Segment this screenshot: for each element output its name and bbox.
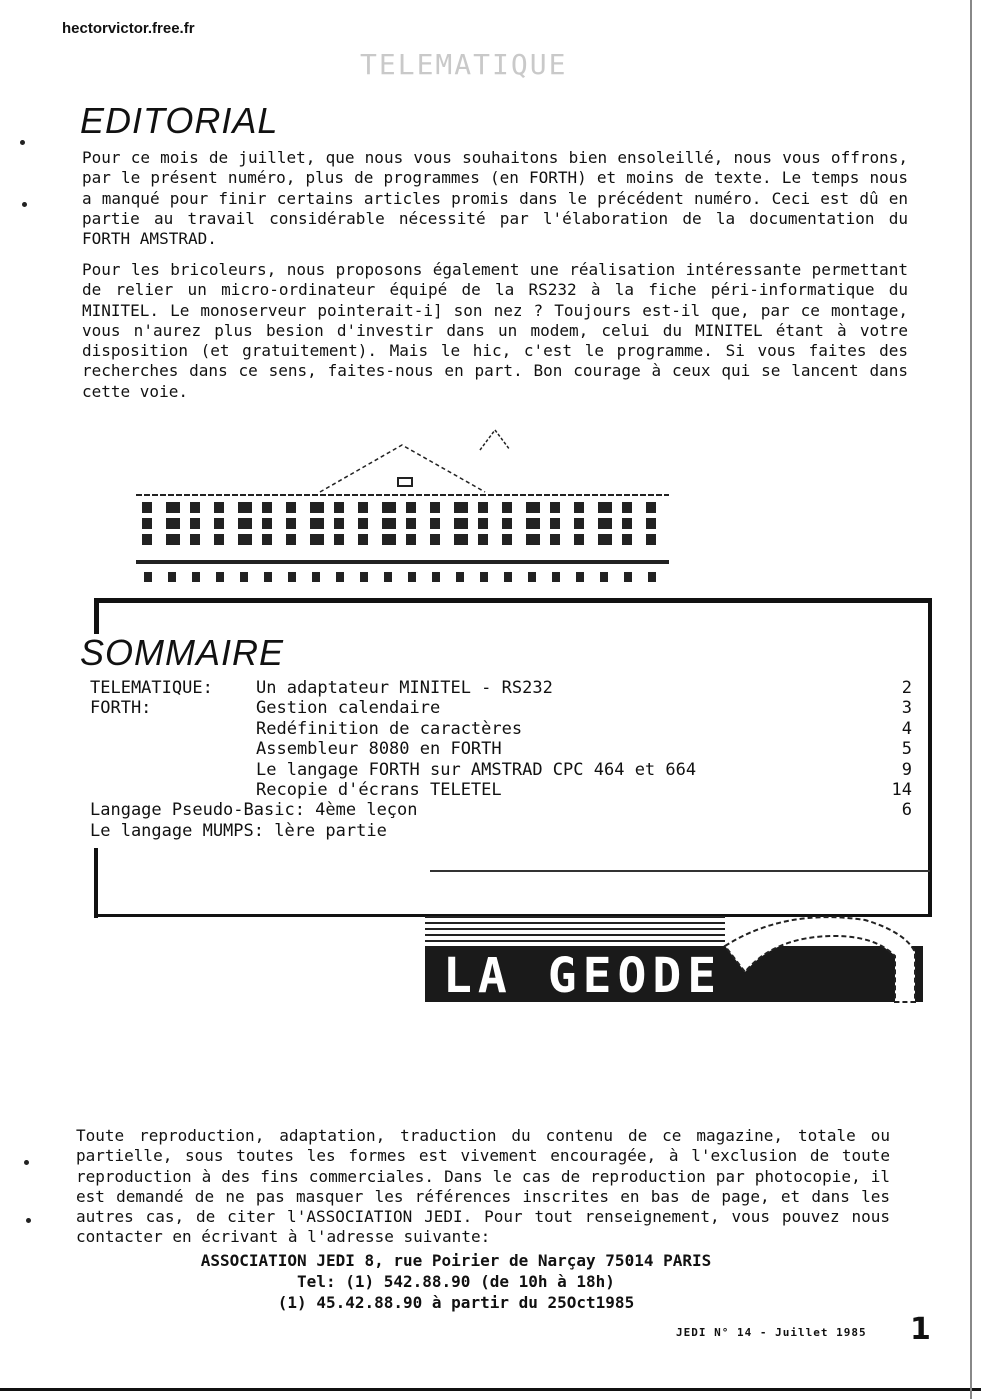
la-geode-logo xyxy=(425,912,923,1004)
geode-text: LA GEODE xyxy=(443,948,723,1004)
page-edge xyxy=(970,0,972,1399)
toc-page: 6 xyxy=(901,800,912,821)
site-url: hectorvictor.free.fr xyxy=(62,20,195,37)
bottom-rule xyxy=(0,1388,981,1391)
frame-border-top xyxy=(94,598,930,603)
divider-line xyxy=(430,870,930,872)
toc-section xyxy=(90,760,256,780)
toc-row xyxy=(90,739,912,759)
address-block xyxy=(76,1250,836,1313)
editorial-paragraph-2: Pour les bricoleurs, nous proposons également une réalisation intéressante permettant de relier un micro-ordinateur équipé de la RS232 à la fiche péri-informatique du MINITEL. Le monoserveur pointerait-i] son nez ? Toujours est-il que, par ce montage, vous n'aurez plus besion d'investir dans un modem, celui du MINITEL étant à votre disposition (et gratuitement). Mais le hic, c'est le programme. Si vous faites des recherches dans ce sens, faites-nous en part. Bon courage à ceux qui se lancent dans cette voie. xyxy=(82,260,908,401)
table-of-contents xyxy=(90,678,912,841)
toc-page xyxy=(872,821,912,841)
toc-section: TELEMATIQUE: xyxy=(90,678,213,698)
toc-title: Le langage MUMPS: lère partie xyxy=(90,820,387,841)
frame-border-right xyxy=(928,598,932,916)
scan-speck xyxy=(20,140,25,145)
toc-title: Langage Pseudo-Basic: 4ème leçon xyxy=(90,800,418,821)
toc-row xyxy=(90,780,912,800)
toc-section xyxy=(90,780,256,800)
scan-speck xyxy=(24,1160,29,1165)
toc-page: 2 xyxy=(901,678,912,698)
address-line: ASSOCIATION JEDI 8, rue Poirier de Narçay 75014 PARIS xyxy=(200,1251,712,1270)
toc-page: 5 xyxy=(901,739,912,760)
page-number: 1 xyxy=(910,1312,931,1347)
faded-header-text: TELEMATIQUE xyxy=(360,48,568,81)
toc-title: Redéfinition de caractères xyxy=(256,718,523,739)
frame-border-left-lower xyxy=(94,848,98,918)
frame-border-left xyxy=(94,598,99,634)
toc-page: 14 xyxy=(891,779,912,800)
toc-title: Recopie d'écrans TELETEL xyxy=(256,779,502,800)
copyright-notice: Toute reproduction, adaptation, traduction du contenu de ce magazine, totale ou partielle, sous toutes les formes est vivement encouragée, à l'exclusion de toute reproduction à des fins commerciales. Dans le cas de reproduction par photocopie, il est demandé de ne pas masquer les références inscrites en bas de page, et dans les autres cas, de citer l'ASSOCIATION JEDI. Pour tout renseignement, vous pouvez nous contacter en écrivant à l'adresse suivante: xyxy=(76,1126,890,1247)
toc-title: Un adaptateur MINITEL - RS232 xyxy=(256,678,553,698)
building-illustration xyxy=(130,420,675,610)
toc-row xyxy=(90,760,912,780)
sommaire-title: SOMMAIRE xyxy=(80,632,285,673)
toc-page: 3 xyxy=(901,698,912,719)
toc-row xyxy=(90,821,912,841)
toc-page: 4 xyxy=(901,718,912,739)
phone-line-new: (1) 45.42.88.90 à partir du 25Oct1985 xyxy=(277,1293,635,1312)
scan-speck xyxy=(22,202,27,207)
toc-section xyxy=(90,719,256,739)
toc-title: Assembleur 8080 en FORTH xyxy=(256,739,502,760)
toc-page: 9 xyxy=(901,759,912,780)
toc-row xyxy=(90,719,912,739)
editorial-paragraph-1: Pour ce mois de juillet, que nous vous souhaitons bien ensoleillé, nous vous offrons, par le présent numéro, plus de programmes (en FORTH) et moins de texte. Le temps nous a manqué pour finir certains articles promis dans le précédent numéro. Ceci est dû en partie au travail considérable nécessité par l'élaboration de la documentation du FORTH AMSTRAD. xyxy=(82,148,908,249)
toc-row xyxy=(90,698,912,718)
toc-section xyxy=(90,739,256,759)
toc-section: FORTH: xyxy=(90,698,152,719)
toc-row xyxy=(90,678,912,698)
toc-title: Gestion calendaire xyxy=(256,698,441,719)
toc-row xyxy=(90,800,912,820)
scan-speck xyxy=(26,1218,31,1223)
phone-line: Tel: (1) 542.88.90 (de 10h à 18h) xyxy=(297,1272,615,1291)
toc-title: Le langage FORTH sur AMSTRAD CPC 464 et 664 xyxy=(256,759,697,780)
issue-footer: JEDI N° 14 - Juillet 1985 xyxy=(676,1326,867,1339)
editorial-title: EDITORIAL xyxy=(80,100,279,141)
